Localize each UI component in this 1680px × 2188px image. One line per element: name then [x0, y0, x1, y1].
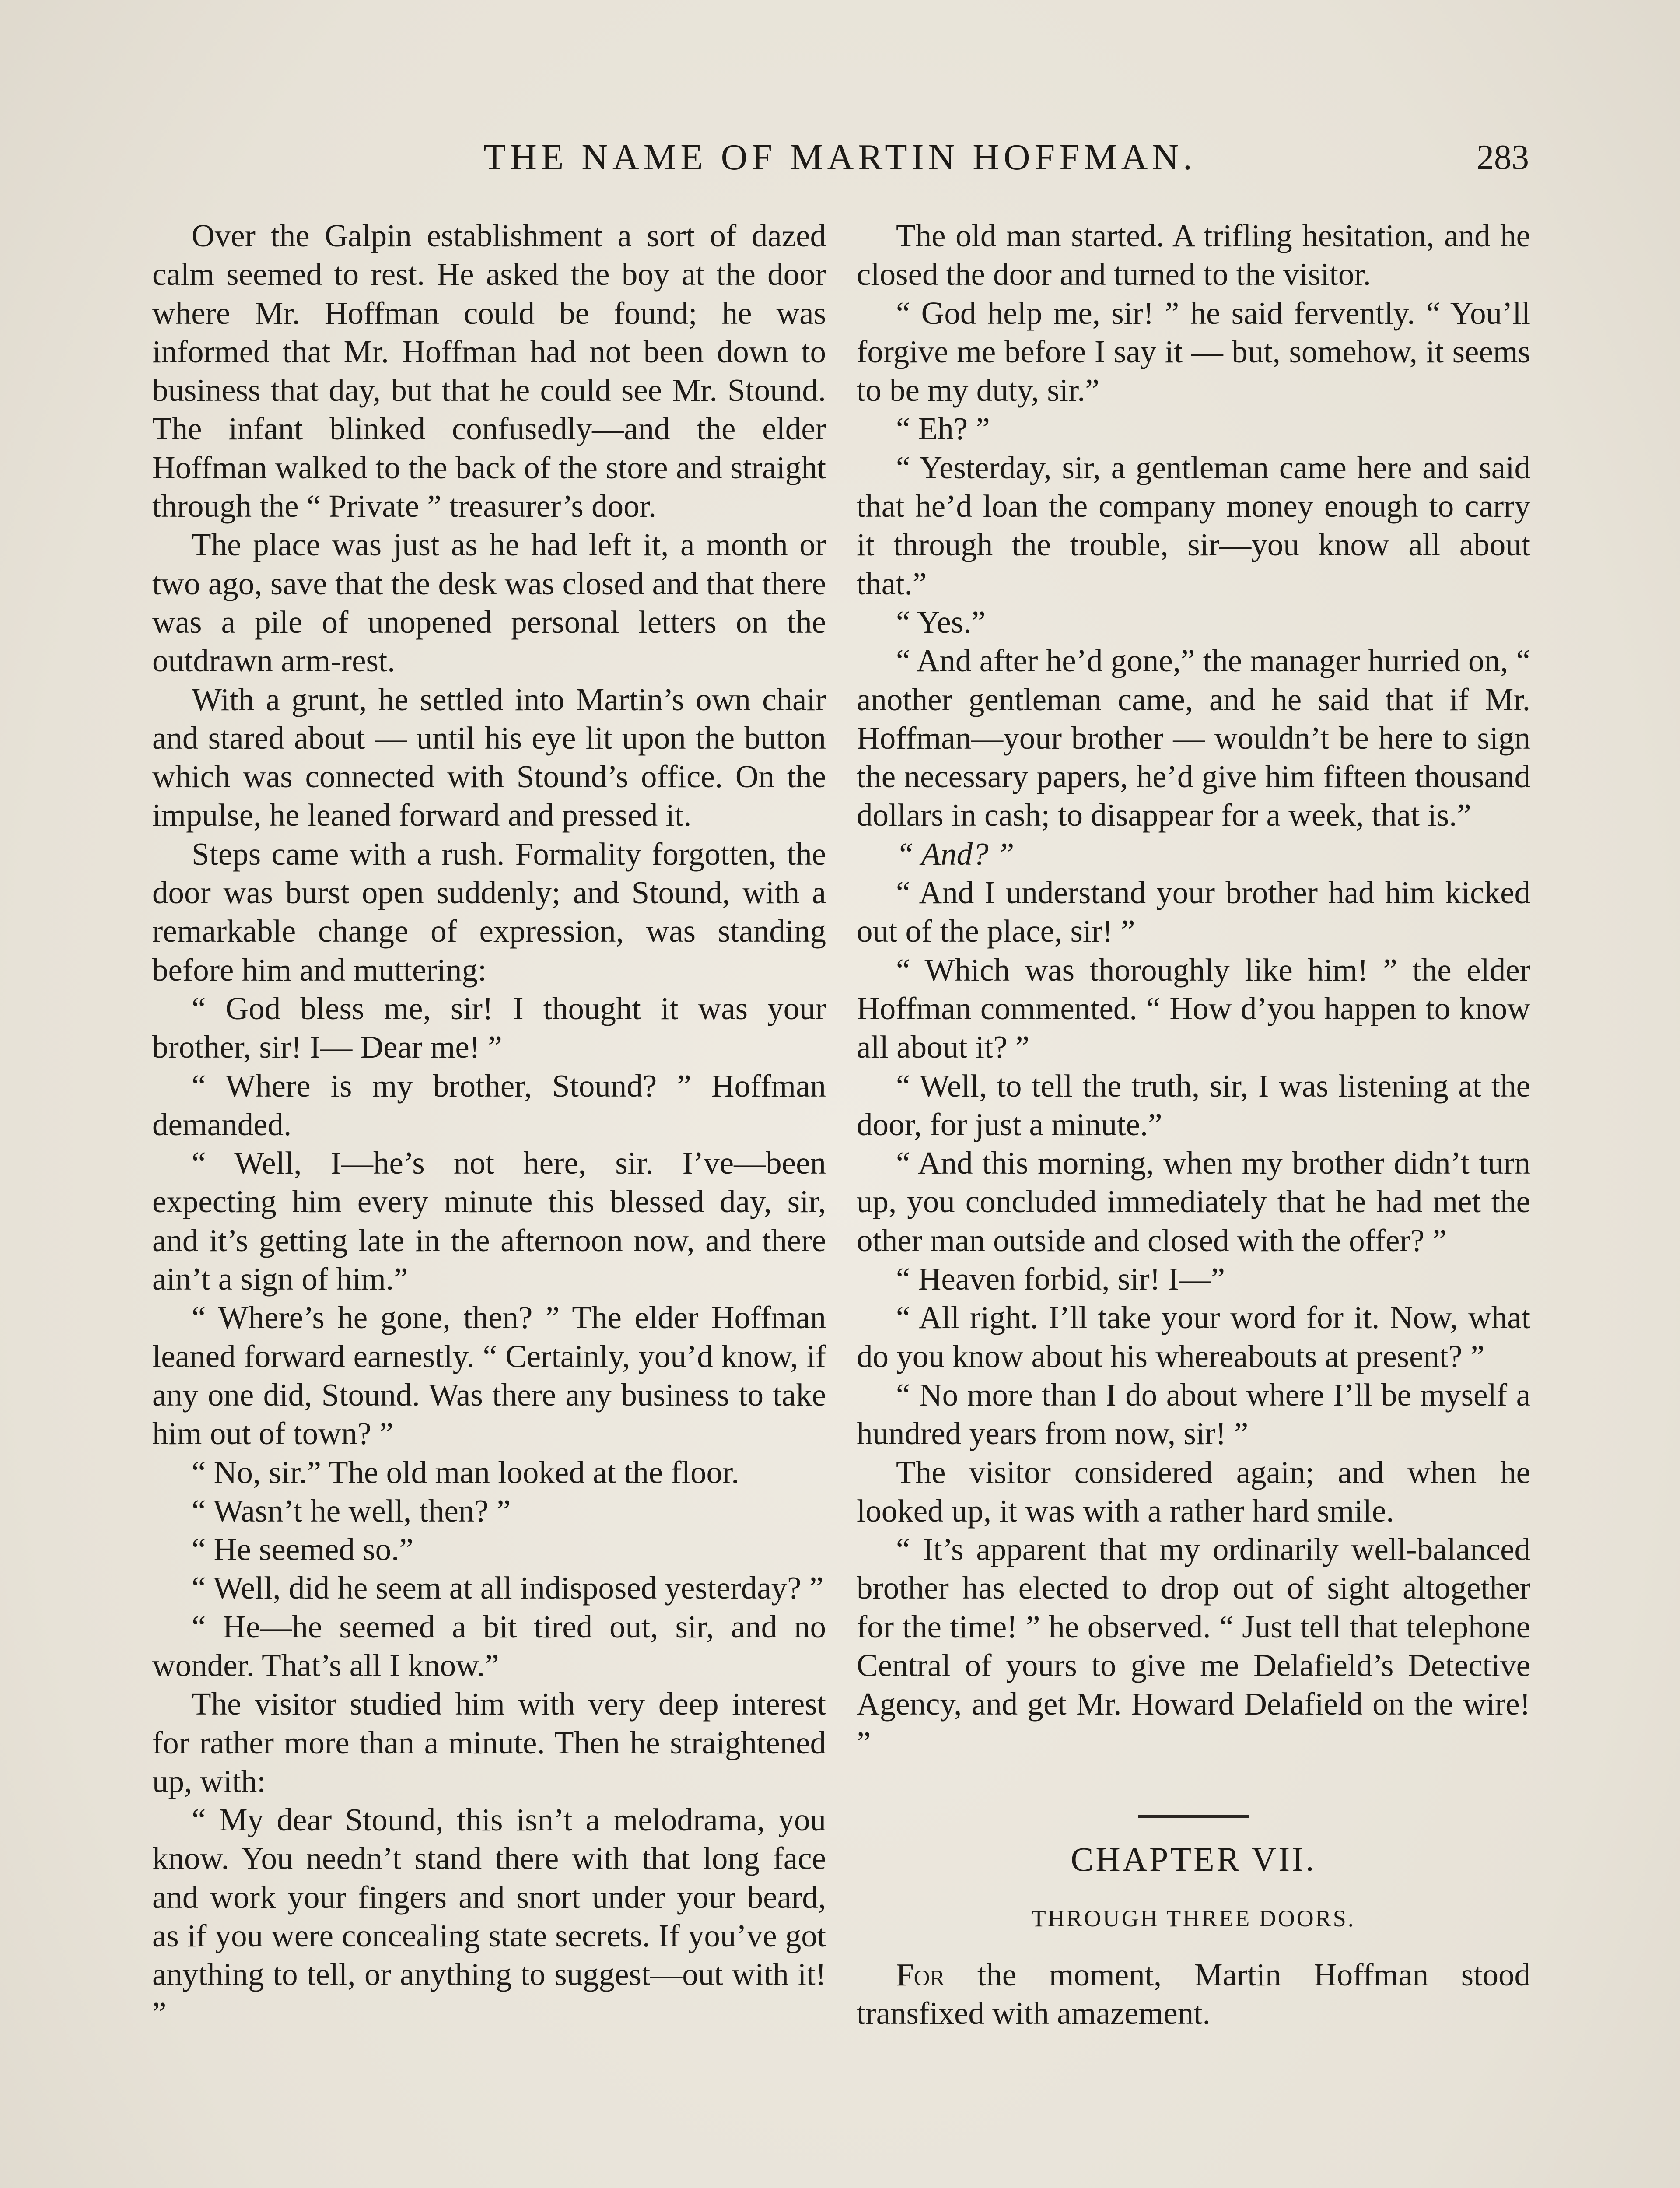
chapter-divider — [1138, 1815, 1250, 1818]
paragraph: The place was just as he had left it, a month or two ago, save that the desk was closed and that there was a pile of unopened personal letters on the outdrawn arm-rest. — [152, 527, 826, 679]
paragraph: “ He—he seemed a bit tired out, sir, and no wonder. That’s all I know.” — [152, 1609, 826, 1683]
running-head — [0, 131, 1680, 184]
paragraph: “ Wasn’t he well, then? ” — [192, 1493, 511, 1529]
paragraph: The old man started. A trifling hesitation, and he closed the door and turned to the visitor. — [857, 218, 1530, 292]
paragraph: “ Yes.” — [896, 604, 986, 640]
right-column — [857, 217, 1530, 2033]
paragraph: “ Well, to tell the truth, sir, I was listening at the door, for just a minute.” — [857, 1068, 1530, 1142]
page-number: 283 — [1477, 138, 1529, 177]
paragraph: “ Which was thoroughly like him! ” the elder Hoffman commented. “ How d’you happen to know all about it? ” — [857, 952, 1530, 1065]
paragraph: “ Where is my brother, Stound? ” Hoffman demanded. — [152, 1068, 826, 1142]
paragraph: “ Well, I—he’s not here, sir. I’ve—been expecting him every minute this blessed day, sir, and it’s getting late in the afternoon now, and there ain’t a sign of him.” — [152, 1145, 826, 1297]
paragraph: “ God help me, sir! ” he said fervently. “ You’ll forgive me before I say it — but, somehow, it seems to be my duty, sir.” — [857, 295, 1530, 408]
paragraph: “ Eh? ” — [896, 411, 990, 447]
opening-word: For — [896, 1957, 945, 1992]
paragraph: The visitor studied him with very deep interest for rather more than a minute. Then he straightened up, with: — [152, 1686, 826, 1799]
paragraph: With a grunt, he settled into Martin’s own chair and stared about — until his eye lit upon the button which was connected with Stound’s office. On the impulse, he leaned forward and pressed it. — [152, 681, 826, 833]
paragraph: “ He seemed so.” — [192, 1532, 413, 1567]
chapter-subtitle: THROUGH THREE DOORS. — [1031, 1905, 1356, 1932]
paragraph: Steps came with a rush. Formality forgotten, the door was burst open suddenly; and Stound, with a remarkable change of expression, was standing before him and muttering: — [152, 836, 826, 988]
paragraph: “ No more than I do about where I’ll be myself a hundred years from now, sir! ” — [857, 1377, 1530, 1452]
paragraph: “ Yesterday, sir, a gentleman came here and said that he’d loan the company money enough to carry it through the trouble, sir—you know all about that.” — [857, 449, 1530, 601]
paragraph: “ God bless me, sir! I thought it was your brother, sir! I— Dear me! ” — [152, 990, 826, 1065]
paragraph: “ My dear Stound, this isn’t a melodrama, you know. You needn’t stand there with that long face and work your fingers and snort under your beard, as if you were concealing state secrets. If you’ve got anything to tell, or anything to suggest—out with it! ” — [152, 1802, 826, 2031]
paragraph: Over the Galpin establishment a sort of dazed calm seemed to rest. He asked the boy at the door where Mr. Hoffman could be found; he was informed that Mr. Hoffman had not been down to business that day, but that he could see Mr. Stound. The infant blinked confusedly—and the elder Hoffman walked to the back of the store and straight through the “ Private ” treasurer’s door. — [152, 218, 826, 524]
paragraph: The visitor considered again; and when he looked up, it was with a rather hard smile. — [857, 1454, 1530, 1529]
running-title: THE NAME OF MARTIN HOFFMAN. — [483, 137, 1197, 178]
paragraph: “ All right. I’ll take your word for it. Now, what do you know about his whereabouts at present? ” — [857, 1300, 1530, 1374]
opening-text: the moment, Martin Hoffman stood transfixed with amazement. — [857, 1957, 1530, 2031]
paragraph: “ And I understand your brother had him kicked out of the place, sir! ” — [857, 875, 1530, 949]
paragraph: “ Where’s he gone, then? ” The elder Hoffman leaned forward earnestly. “ Certainly, you’d know, if any one did, Stound. Was there any business to take him out of town? ” — [152, 1300, 826, 1452]
paragraph: “ And? ” — [896, 836, 1015, 872]
chapter-heading: CHAPTER VII. — [1071, 1840, 1316, 1878]
left-column — [152, 217, 826, 2033]
paragraph: “ It’s apparent that my ordinarily well-balanced brother has elected to drop out of sight altogether for the time! ” he observed. “ Just tell that telephone Central of yours to give me Delafield’s Detective Agency, and get Mr. Howard Delafield on the wire! ” — [857, 1532, 1530, 1760]
chapter-opening-paragraph — [857, 1956, 1530, 2033]
paragraph: “ Heaven forbid, sir! I—” — [896, 1261, 1225, 1297]
paragraph: “ No, sir.” The old man looked at the floor. — [192, 1454, 739, 1490]
paragraph: “ Well, did he seem at all indisposed yesterday? ” — [192, 1570, 824, 1606]
paragraph: “ And this morning, when my brother didn’t turn up, you concluded immediately that he had met the other man outside and closed with the offer? ” — [857, 1145, 1530, 1258]
paragraph: “ And after he’d gone,” the manager hurried on, “ another gentleman came, and he said that if Mr. Hoffman—your brother — wouldn’t be here to sign the necessary papers, he’d give him fifteen thousand dollars in cash; to disappear for a week, that is.” — [857, 643, 1530, 833]
